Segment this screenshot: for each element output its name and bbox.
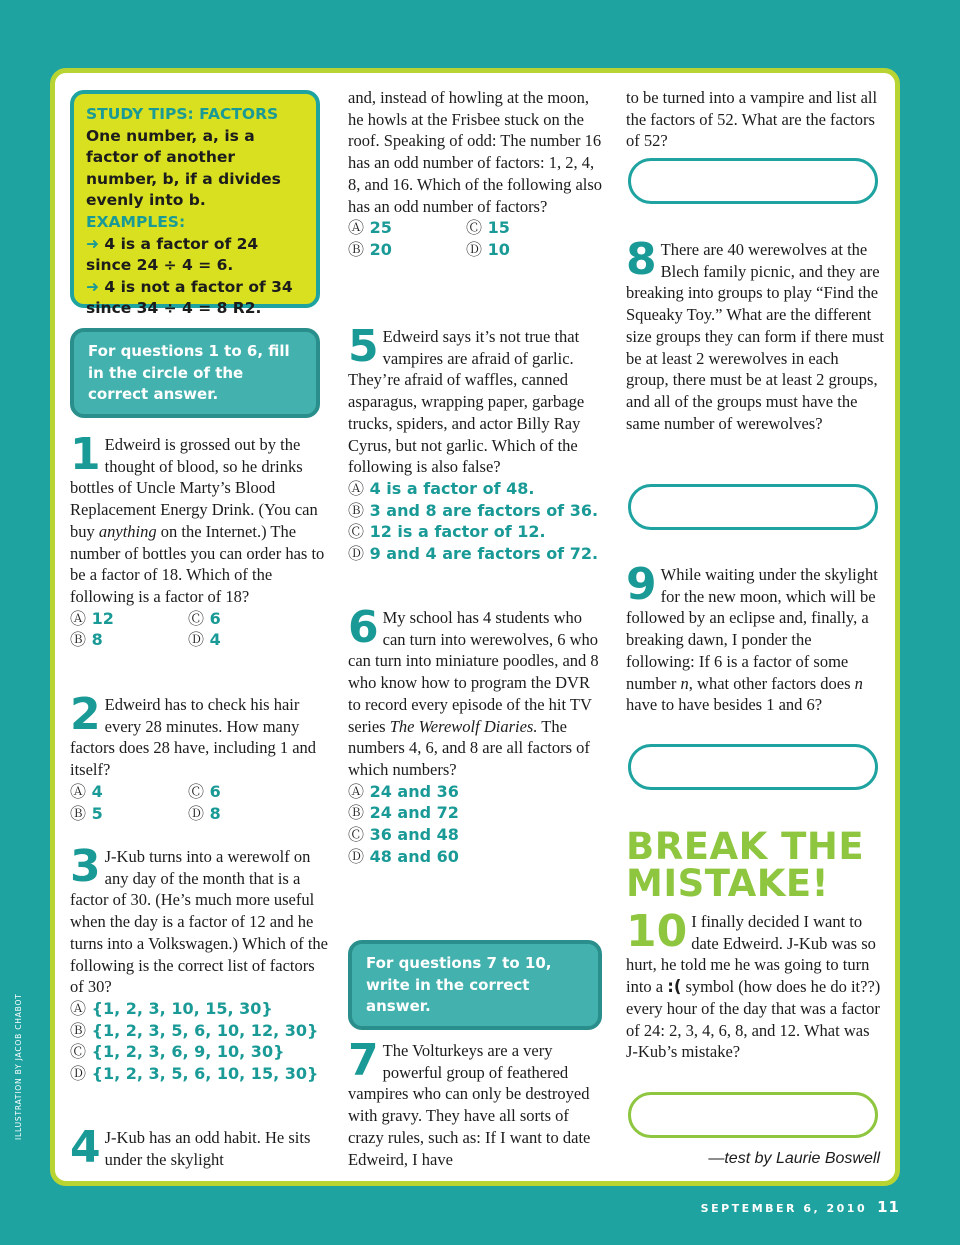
- question-number: 3: [70, 841, 101, 892]
- question-number: 10: [626, 906, 688, 957]
- option-c[interactable]: Ⓒ 6: [188, 608, 221, 628]
- study-tips-example-2: [86, 277, 304, 320]
- option-d[interactable]: Ⓓ 8: [188, 803, 221, 823]
- answer-field-7[interactable]: [628, 158, 878, 204]
- question-text: The Volturkeys are a very powerful group of feathered vampires who can only be destroyed with gravy. They have all sorts of crazy rules, such as: If I want to date Edweird, I have: [348, 1041, 591, 1169]
- option-a[interactable]: Ⓐ {1, 2, 3, 10, 15, 30}: [70, 998, 273, 1018]
- page-number: 11: [877, 1198, 900, 1216]
- option-a[interactable]: Ⓐ 24 and 36: [348, 781, 459, 801]
- instructions-part-2: For questions 7 to 10, write in the correct answer.: [348, 940, 602, 1030]
- option-a[interactable]: Ⓐ 4 is a factor of 48.: [348, 478, 535, 498]
- arrow-right-icon: ➜: [86, 234, 105, 253]
- question-text: and, instead of howling at the moon, he howls at the Frisbee stuck on the roof. Speaking of odd: The number 16 has an odd number of factors: 1, 2, 4, 8, and 16. Which of the following also has an odd number of factors?: [348, 88, 603, 216]
- option-b[interactable]: Ⓑ 5: [70, 803, 103, 823]
- footer-date: SEPTEMBER 6, 2010: [700, 1202, 868, 1215]
- option-b[interactable]: Ⓑ 20: [348, 239, 392, 259]
- question-text: have to have besides 1 and 6?: [626, 695, 823, 715]
- question-6: [348, 602, 604, 867]
- study-tips-examples-label: EXAMPLES:: [86, 212, 186, 231]
- option-c[interactable]: Ⓒ 12 is a factor of 12.: [348, 522, 546, 542]
- study-tips-example-1: [86, 234, 304, 277]
- option-d[interactable]: Ⓓ 10: [466, 239, 510, 259]
- example-1-text: 4 is a factor of 24 since 24 ÷ 4 = 6.: [86, 234, 259, 275]
- question-text: Edweird says it’s not true that vampires are afraid of garlic. They’re afraid of waffles, canned asparagus, wrapping paper, garbage trucks, spiders, and actor Billy Ray Cyrus, but not garlic. Which of the following is also false?: [348, 327, 585, 477]
- question-1: [70, 429, 328, 651]
- option-c[interactable]: Ⓒ 6: [188, 781, 221, 801]
- question-text: to be turned into a vampire and list all the factors of 52. What are the factors of 52?: [626, 88, 878, 151]
- question-4-continued: [348, 87, 604, 261]
- question-number: 8: [626, 234, 657, 285]
- option-c[interactable]: Ⓒ 15: [466, 218, 510, 238]
- option-d[interactable]: Ⓓ 4: [188, 630, 221, 650]
- question-2: [70, 689, 328, 824]
- question-text: J-Kub has an odd habit. He sits under the skylight: [104, 1128, 311, 1169]
- study-tips-definition: One number, a, is a factor of another number, b, if a divides evenly into b.: [86, 126, 281, 210]
- question-7: [348, 1035, 604, 1170]
- example-2-text: 4 is not a factor of 34 since 34 ÷ 4 = 8 R2.: [86, 277, 293, 318]
- question-text: The numbers 4, 6, and 8 are all factors of which numbers?: [348, 716, 590, 779]
- question-emphasis: n: [680, 673, 689, 693]
- question-10: [626, 906, 884, 1063]
- option-c[interactable]: Ⓒ {1, 2, 3, 6, 9, 10, 30}: [70, 1042, 285, 1062]
- question-number: 7: [348, 1035, 379, 1086]
- option-b[interactable]: Ⓑ {1, 2, 3, 5, 6, 10, 12, 30}: [70, 1020, 319, 1040]
- option-b[interactable]: Ⓑ 3 and 8 are factors of 36.: [348, 500, 599, 520]
- instructions-part-1: For questions 1 to 6, fill in the circle of the correct answer.: [70, 328, 320, 418]
- option-b[interactable]: Ⓑ 8: [70, 630, 103, 650]
- study-tips-title: STUDY TIPS: FACTORS: [86, 105, 279, 123]
- option-d[interactable]: Ⓓ 9 and 4 are factors of 72.: [348, 544, 599, 564]
- byline: —test by Laurie Boswell: [708, 1150, 880, 1167]
- question-number: 4: [70, 1122, 101, 1173]
- question-number: 2: [70, 689, 101, 740]
- question-text: , what other factors does: [688, 673, 855, 693]
- question-5: [348, 321, 604, 565]
- question-text: Edweird is grossed out by the thought of blood, so he drinks bottles of Uncle Marty’s Blood Replacement Energy Drink. (You can buy: [70, 435, 318, 541]
- question-9: [626, 559, 884, 716]
- question-text: My school has 4 students who can turn into werewolves, 6 who can turn into miniature poodles, and 8 who know how to program the DVR to record every episode of the hit TV series: [348, 608, 599, 736]
- option-a[interactable]: Ⓐ 12: [70, 608, 114, 628]
- option-d[interactable]: Ⓓ {1, 2, 3, 5, 6, 10, 15, 30}: [70, 1064, 319, 1084]
- question-number: 1: [70, 429, 101, 480]
- question-8: [626, 234, 884, 434]
- question-4: [70, 1122, 328, 1173]
- option-d[interactable]: Ⓓ 48 and 60: [348, 846, 459, 866]
- footer: [701, 1198, 900, 1216]
- illustration-credit: ILLUSTRATION BY JACOB CHABOT: [14, 993, 23, 1140]
- sad-face-symbol: :(: [667, 977, 682, 997]
- question-text: I finally decided I want to date Edweird. J-Kub was so hurt, he told me he was going to turn into a: [626, 912, 876, 997]
- answer-field-10[interactable]: [628, 1092, 878, 1138]
- question-text: While waiting under the skylight for the new moon, which will be followed by an eclipse and, finally, a breaking dawn, I ponder the following: If 6 is a factor of some number: [626, 565, 878, 693]
- break-the-mistake-heading: BREAK THE MISTAKE!: [626, 825, 865, 905]
- answer-field-8[interactable]: [628, 484, 878, 530]
- question-number: 6: [348, 602, 379, 653]
- answer-field-9[interactable]: [628, 744, 878, 790]
- question-text: Edweird has to check his hair every 28 minutes. How many factors does 28 have, including 1 and itself?: [70, 695, 317, 780]
- question-text: on the Internet.) The number of bottles you can order has to be a factor of 18. Which of the following is a factor of 18?: [70, 521, 325, 606]
- question-emphasis: n: [854, 673, 863, 693]
- question-emphasis: anything: [98, 521, 157, 541]
- question-emphasis: The Werewolf Diaries.: [389, 716, 538, 736]
- question-3: [70, 841, 329, 1085]
- option-a[interactable]: Ⓐ 25: [348, 218, 392, 238]
- option-b[interactable]: Ⓑ 24 and 72: [348, 803, 459, 823]
- question-text: symbol (how does he do it??) every hour of the day that was a factor of 24: 2, 3, 4, 6, 8, and 12. What was J-Kub’s mistake?: [626, 977, 881, 1062]
- question-text: J-Kub turns into a werewolf on any day of the month that is a factor of 30. (He’s much more useful when the day is a factor of 12 and he turns into a Volkswagen.) Which of the following is the correct list of factors of 30?: [70, 847, 329, 997]
- arrow-right-icon: ➜: [86, 277, 105, 296]
- study-tips-box: [70, 90, 320, 318]
- option-a[interactable]: Ⓐ 4: [70, 781, 103, 801]
- question-text: There are 40 werewolves at the Blech family picnic, and they are breaking into groups to play “Find the Squeaky Toy.” What are the different size groups they can form if there must be at least 2 werewolves in each group, there must be at least 2 groups, and all of the groups must have the same number of werewolves?: [626, 240, 884, 433]
- question-7-continued: [626, 87, 884, 152]
- option-c[interactable]: Ⓒ 36 and 48: [348, 825, 459, 845]
- question-number: 9: [626, 559, 657, 610]
- question-number: 5: [348, 321, 379, 372]
